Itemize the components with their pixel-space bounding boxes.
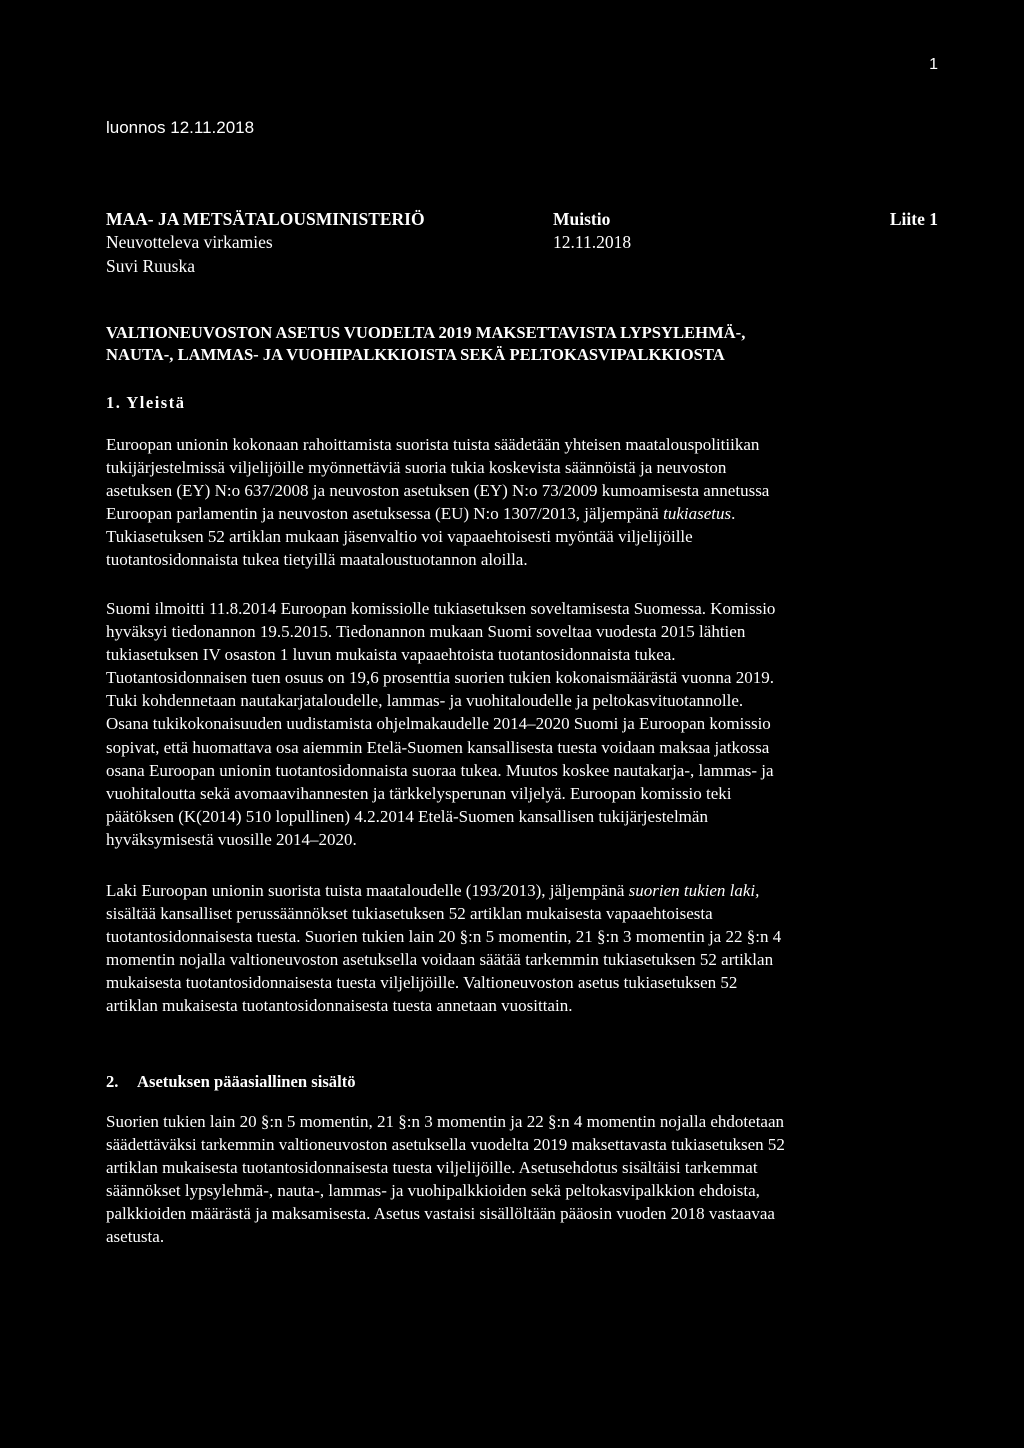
author-title: Neuvotteleva virkamies	[106, 232, 273, 252]
text-line: momentin nojalla valtioneuvoston asetuksella voidaan säätää tarkemmin tukiasetuksen 52 artiklan	[106, 950, 774, 970]
text-line-with-term	[106, 502, 936, 525]
text-line: asetuksen (EY) N:o 637/2008 ja neuvoston asetuksen (EY) N:o 73/2009 kumoamisesta annetussa	[106, 481, 770, 501]
text-line: hyväksyi tiedonannon 19.5.2015. Tiedonannon mukaan Suomi soveltaa vuodesta 2015 lähtien	[106, 622, 746, 642]
text-line: vuohitaloutta sekä avomaavihannesten ja tärkkelysperunan viljelyä. Euroopan komissio teki	[106, 783, 732, 803]
text-line: Suorien tukien lain 20 §:n 5 momentin, 21 §:n 3 momentin ja 22 §:n 4 momentin nojalla ehdotetaan	[106, 1112, 785, 1131]
text-segment: Euroopan parlamentin ja neuvoston asetuksessa (EU) N:o 1307/2013, jäljempänä	[106, 504, 664, 524]
text-line: artiklan mukaisesta tuotantosidonnaisesta tuesta viljelijöille. Asetusehdotus sisältäisi tarkemmat	[106, 1158, 758, 1178]
ministry-name: MAA- JA METSÄTALOUSMINISTERIÖ	[106, 209, 425, 229]
text-line: artiklan mukaisesta tuotantosidonnaisesta tuesta annetaan vuosittain.	[106, 996, 573, 1016]
author-name: Suvi Ruuska	[106, 256, 195, 276]
page-number: 1	[929, 56, 938, 73]
text-line: tukijärjestelmissä viljelijöille myönnettäviä suoria tukia koskevista säännöistä ja neuvoston	[106, 458, 727, 478]
text-line: Suomi ilmoitti 11.8.2014 Euroopan komissiolle tukiasetuksen soveltamisesta Suomessa. Komissio	[106, 599, 776, 618]
section-title: Asetuksen pääasiallinen sisältö	[137, 1072, 356, 1091]
paragraph-1	[106, 433, 936, 572]
text-line: sisältää kansalliset perussäännökset tukiasetuksen 52 artiklan mukaisesta vapaaehtoisesta	[106, 904, 713, 924]
paragraph-3	[106, 879, 936, 1018]
text-line: säädettäväksi tarkemmin valtioneuvoston asetuksella vuodelta 2019 maksettavasta tukiasetuksen 52	[106, 1135, 785, 1155]
section-heading-1: 1. Yleistä	[106, 393, 186, 412]
text-segment: .	[731, 504, 736, 524]
text-line: Euroopan unionin kokonaan rahoittamista suorista tuista säädetään yhteisen maatalouspolitiikan	[106, 435, 760, 454]
document-title	[106, 322, 745, 366]
section-number: 2.	[106, 1072, 119, 1091]
text-line: tukiasetuksen IV osaston 1 luvun mukaista vapaaehtoista tuotantosidonnaista tukea.	[106, 645, 676, 665]
document-type: Muistio	[553, 209, 611, 229]
defined-term: tukiasetus	[663, 504, 732, 524]
defined-term: suorien tukien laki,	[628, 881, 760, 900]
text-line: osana Euroopan unionin tuotantosidonnaista suoraa tukea. Muutos koskee nautakarja-, lammas- ja	[106, 760, 774, 780]
text-line: mukaisesta tuotantosidonnaisesta tuesta viljelijöille. Valtioneuvoston asetus tukiasetuksen 52	[106, 973, 738, 993]
text-line: säännökset lypsylehmä-, nauta-, lammas- ja vuohipalkkioiden sekä peltokasvipalkkion ehdoista,	[106, 1181, 760, 1201]
section-heading-2	[106, 1072, 356, 1092]
text-line-with-term	[106, 879, 936, 902]
paragraph-2	[106, 597, 936, 851]
text-line: Tukiasetuksen 52 artiklan mukaan jäsenvaltio voi vapaaehtoisesti myöntää viljelijöille	[106, 527, 693, 547]
text-line: asetusta.	[106, 1227, 165, 1247]
draft-label: luonnos 12.11.2018	[106, 118, 255, 137]
paragraph-4	[106, 1110, 936, 1249]
text-line: Tuotantosidonnaisen tuen osuus on 19,6 prosenttia suorien tukien kokonaismäärästä vuonna 2019.	[106, 668, 774, 688]
text-line: tuotantosidonnaisesta tuesta. Suorien tukien lain 20 §:n 5 momentin, 21 §:n 3 momentin ja 22 §:n 4	[106, 927, 782, 947]
title-line: NAUTA-, LAMMAS- JA VUOHIPALKKIOISTA SEKÄ PELTOKASVIPALKKIOSTA	[106, 345, 725, 364]
text-line: sopivat, että huomattava osa aiemmin Etelä-Suomen kansallisesta tuesta voidaan maksaa jatkossa	[106, 737, 770, 757]
text-line: päätöksen (K(2014) 510 lopullinen) 4.2.2014 Etelä-Suomen kansallisen tukijärjestelmän	[106, 806, 708, 826]
attachment-label: Liite 1	[889, 209, 938, 229]
document-date: 12.11.2018	[553, 232, 632, 252]
text-line: Tuki kohdennetaan nautakarjataloudelle, lammas- ja vuohitaloudelle ja peltokasvituotannolle.	[106, 691, 744, 711]
text-line: tuotantosidonnaista tukea tietyillä maataloustuotannon aloilla.	[106, 550, 528, 570]
text-line: palkkioiden määrästä ja maksamisesta. Asetus vastaisi sisällöltään pääosin vuoden 2018 vastaavaa	[106, 1204, 775, 1224]
text-segment: Laki Euroopan unionin suorista tuista maataloudelle (193/2013), jäljempänä	[106, 881, 629, 900]
text-line: hyväksymisestä vuosille 2014–2020.	[106, 829, 357, 849]
title-line: VALTIONEUVOSTON ASETUS VUODELTA 2019 MAKSETTAVISTA LYPSYLEHMÄ-,	[106, 323, 746, 342]
text-line: Osana tukikokonaisuuden uudistamista ohjelmakaudelle 2014–2020 Suomi ja Euroopan komissio	[106, 714, 771, 734]
